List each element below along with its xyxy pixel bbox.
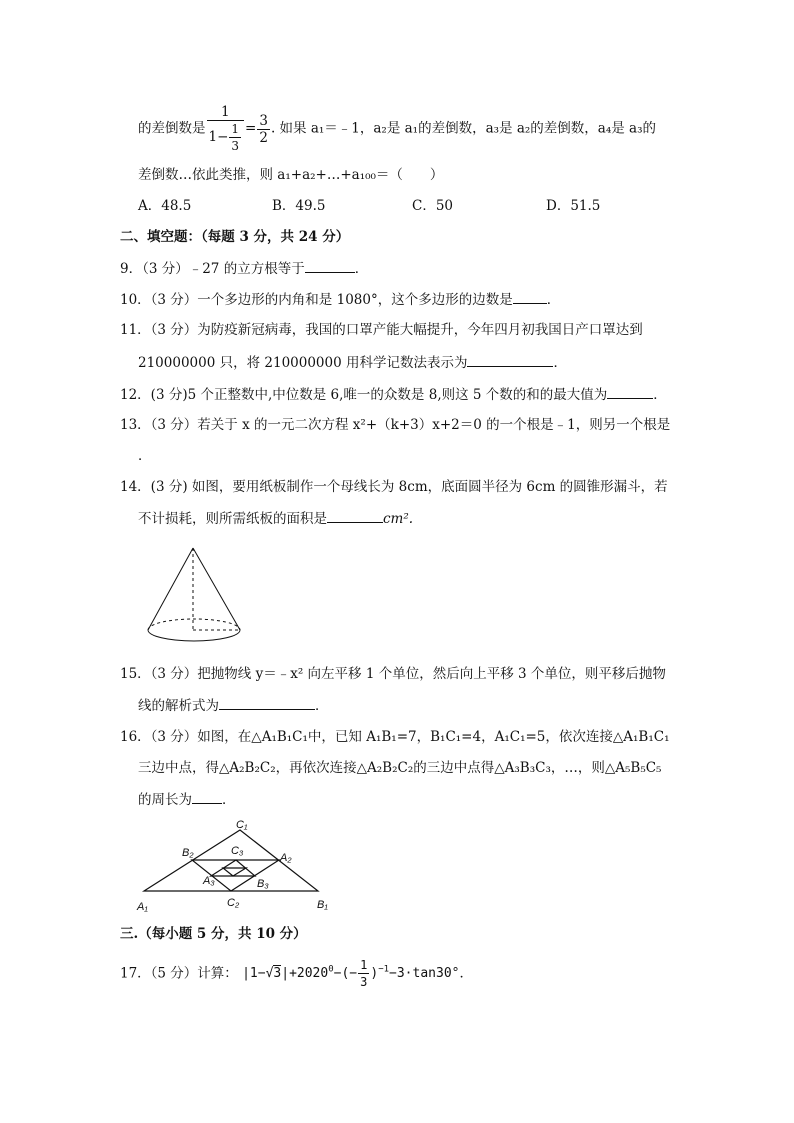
q16-line3: 的周长为 ．: [138, 789, 236, 810]
cone-base-front: [148, 630, 240, 641]
q8-option-d: D．51.5: [546, 198, 601, 214]
q13-line2: ．: [138, 448, 152, 464]
triangle-a4b4c4: [223, 868, 246, 876]
section2-title: 二、填空题：（每题 3 分，共 24 分）: [120, 229, 350, 245]
answer-blank: [513, 289, 547, 304]
cone-right-slant: [193, 548, 240, 630]
q8-suffix: . 如果 a₁＝﹣1，a₂是 a₁的差倒数，a₃是 a₂的差倒数，a₄是 a₃的: [270, 120, 657, 137]
q8-line1: 的差倒数是 1 1− $\frac{1}{3}$ = $\frac{3}{2}$ . 如果 a₁＝﹣1，a₂是 a₁的差倒数，a₃是 a₂的差倒数，a₄是 a₃的: [138, 104, 657, 153]
q8-line2: 差倒数…依此类推，则 a₁+a₂+…+a₁₀₀＝（ ）: [138, 167, 444, 183]
q8-prefix: 的差倒数是: [138, 120, 206, 137]
q8-option-c: C．50: [412, 198, 454, 214]
label-a2: A₂: [280, 852, 292, 864]
label-b3: B₃: [257, 878, 269, 890]
q8-result-fraction: $\frac{3}{2}$: [259, 112, 268, 146]
q14-line1: 14．(3 分) 如图，要用纸板制作一个母线长为 8cm，底面圆半径为 6cm 的圆锥形漏斗，若: [120, 479, 668, 495]
q17: 17．（5 分）计算： $|1-√3|+2020^0-(-$ $\frac{1}{3}$ )$^{-1}$−3·tan30°．: [120, 958, 473, 990]
q17-expression: $|1-√3|+2020^0-(-$ $\frac{1}{3}$ )$^{-1}$−3·tan30°: [242, 958, 460, 990]
q8-option-a: A．48.5: [138, 198, 192, 214]
answer-blank: [607, 384, 653, 399]
q11-line2: 210000000 只，将 210000000 用科学记数法表示为 ．: [138, 352, 567, 373]
q14-line2: 不计损耗，则所需纸板的面积是 cm².: [138, 508, 413, 529]
label-a3: A₃: [203, 875, 215, 887]
label-b2: B₂: [182, 847, 194, 859]
q13-line1: 13．（3 分）若关于 x 的一元二次方程 x²+（k+3）x+2＝0 的一个根是﹣1，则另一个根是: [120, 417, 671, 433]
q15-line1: 15．（3 分）把抛物线 y＝﹣x² 向左平移 1 个单位，然后向上平移 3 个单位，则平移后抛物: [120, 666, 666, 682]
q16-line1: 16．（3 分）如图，在△A₁B₁C₁中，已知 A₁B₁=7，B₁C₁=4，A₁C₁=5，依次连接△A₁B₁C₁: [120, 729, 670, 745]
section3-title: 三.（每小题 5 分，共 10 分）: [120, 926, 307, 942]
q15-line2: 线的解析式为 ．: [138, 695, 329, 716]
q16-line2: 三边中点，得△A₂B₂C₂，再依次连接△A₂B₂C₂的三边中点得△A₃B₃C₃，…，则△A₅B₅C₅: [138, 760, 662, 776]
answer-blank: [305, 258, 355, 273]
triangle-figure: [134, 816, 339, 914]
q9: 9．（3 分）﹣27 的立方根等于 ．: [120, 258, 368, 279]
label-c2: C₂: [227, 897, 240, 909]
label-b1: B₁: [317, 899, 328, 911]
answer-blank: [192, 789, 222, 804]
label-c3: C₃: [231, 845, 244, 857]
answer-blank: [327, 508, 383, 523]
q8-fraction: 1 1− $\frac{1}{3}$: [207, 104, 245, 154]
cone-base-back: [148, 619, 240, 630]
label-a1: A₁: [137, 901, 148, 913]
q12: 12．(3 分)5 个正整数中,中位数是 6,唯一的众数是 8,则这 5 个数的和的最大值为 ．: [120, 384, 667, 405]
q11-line1: 11．（3 分）为防疫新冠病毒，我国的口罩产能大幅提升，今年四月初我国日产口罩达到: [120, 322, 643, 338]
answer-blank: [219, 695, 315, 710]
q8-option-b: B．49.5: [272, 198, 326, 214]
label-c1: C₁: [236, 819, 248, 831]
cone-figure: [140, 542, 250, 648]
answer-blank: [467, 352, 553, 367]
q10: 10．（3 分）一个多边形的内角和是 1080°，这个多边形的边数是 ．: [120, 289, 560, 310]
cone-left-slant: [148, 548, 193, 630]
